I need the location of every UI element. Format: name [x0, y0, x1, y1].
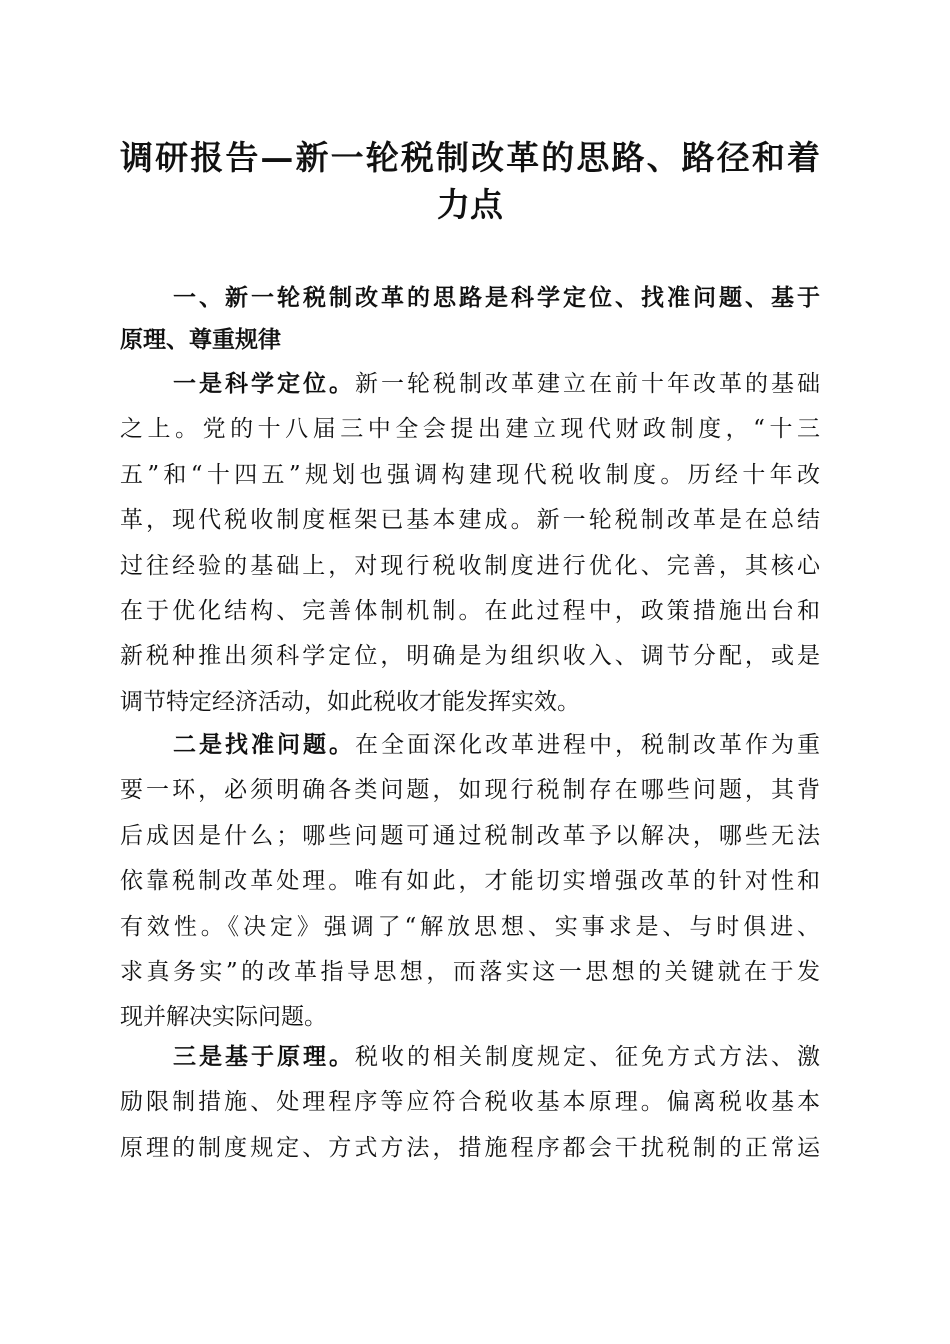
paragraph-line: 现并解决实际问题。: [120, 1004, 327, 1031]
paragraph-line: 依靠税制改革处理。唯有如此，才能切实增强改革的针对性和: [120, 868, 820, 895]
paragraph-line: 新税种推出须科学定位，明确是为组织收入、调节分配，或是: [120, 643, 820, 670]
paragraph-line: 后成因是什么；哪些问题可通过税制改革予以解决，哪些无法: [120, 822, 820, 849]
paragraph-text: 在全面深化改革进程中，税制改革作为重: [355, 732, 820, 758]
paragraph-line: 有效性。《决定》强调了“解放思想、实事求是、与时俱进、: [120, 913, 820, 940]
paragraph-lead: 一是科学定位。: [173, 370, 355, 397]
paragraph-line: [120, 722, 820, 768]
section-heading: [120, 277, 820, 361]
paragraph-line: 过往经验的基础上，对现行税收制度进行优化、完善，其核心: [120, 552, 820, 579]
paragraph-line: 励限制措施、处理程序等应符合税收基本原理。偏离税收基本: [120, 1089, 820, 1116]
paragraph-line: 调节特定经济活动，如此税收才能发挥实效。: [120, 688, 580, 715]
paragraph-1: [120, 361, 820, 725]
paragraph-text: 税收的相关制度规定、征免方式方法、激: [355, 1044, 820, 1070]
paragraph-lead: 二是找准问题。: [173, 731, 355, 758]
paragraph-line: 在于优化结构、完善体制机制。在此过程中，政策措施出台和: [120, 598, 820, 625]
paragraph-line: 原理的制度规定、方式方法，措施程序都会干扰税制的正常运: [120, 1134, 820, 1161]
paragraph-line: [120, 1034, 820, 1080]
document-title: [120, 134, 820, 228]
paragraph-line: [120, 361, 820, 407]
title-line: 调研报告—新一轮税制改革的思路、路径和着: [120, 138, 820, 177]
paragraph-line: 要一环，必须明确各类问题，如现行税制存在哪些问题，其背: [120, 777, 820, 804]
paragraph-text: 新一轮税制改革建立在前十年改革的基础: [355, 371, 820, 397]
title-line: 力点: [437, 185, 503, 224]
paragraph-line: 五”和“十四五”规划也强调构建现代税收制度。历经十年改: [120, 461, 820, 488]
heading-line: 一、新一轮税制改革的思路是科学定位、找准问题、基于: [173, 284, 820, 311]
paragraph-lead: 三是基于原理。: [173, 1043, 355, 1070]
paragraph-line: 求真务实”的改革指导思想，而落实这一思想的关键就在于发: [120, 959, 820, 986]
paragraph-line: 之上。党的十八届三中全会提出建立现代财政制度，“十三: [120, 416, 820, 443]
paragraph-2: [120, 722, 820, 1041]
paragraph-3: [120, 1034, 820, 1171]
heading-line: 原理、尊重规律: [120, 326, 281, 353]
paragraph-line: 革，现代税收制度框架已基本建成。新一轮税制改革是在总结: [120, 507, 820, 534]
